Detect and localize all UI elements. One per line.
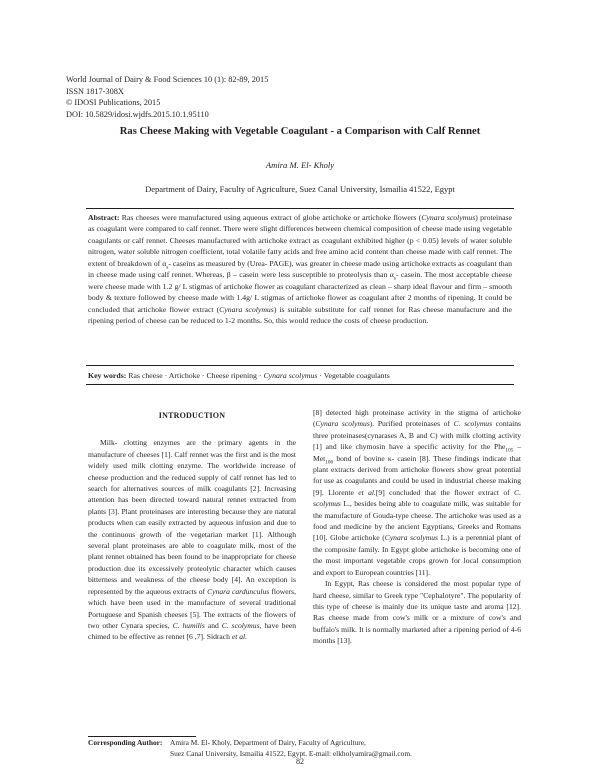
paragraph-text: – Met <box>313 442 521 463</box>
et-al: et al. <box>358 487 376 497</box>
keyword: Cynara scolymus <box>263 371 318 380</box>
corresponding-author-line: Suez Canal University, Ismailia 41522, Egypt. E-mail: elkholyamira@gmail.com. <box>170 748 412 758</box>
abstract-text: - caseins as measured by (Urea- PAGE), was greater in cheese made using artichoke extracts as coagulant than in cheese made using calf rennet. Whereas, β – casein were less susceptible to proteolysis than α <box>88 258 512 280</box>
doi: DOI: 10.5829/idosi.wjdfs.2015.10.1.95110 <box>66 109 209 119</box>
paragraph-text: and <box>204 620 222 630</box>
paragraph-text: L., besides being able to coagulate milk, was suitable for the manufacture of Gouda-type cheese. The artichoke was used as a food and medicine by the ancient Egyptians, Greeks and Romans [10]. Globe artichoke ( <box>313 499 521 543</box>
subscript: 105 <box>505 447 514 454</box>
species-name: Cynara scolymus <box>219 304 274 314</box>
paragraph-text: contains three proteinases(cynarases A, B and C) with milk clotting activity [1] and like chymosin have a specific activity for the Phe <box>313 419 521 452</box>
corresponding-author-label: Corresponding Author: <box>88 738 163 747</box>
abstract-text: ) is suitable substitute for calf rennet for Ras cheese manufacture and the ripening period of cheese can be reduced to 1-2 months. So, this would reduce the costs of cheese production. <box>88 304 512 326</box>
subscript: s <box>166 264 169 271</box>
corresponding-author-line: Amira M. El- Kholy, Department of Dairy, Faculty of Agriculture, <box>170 738 366 747</box>
section-heading-introduction: INTRODUCTION <box>158 411 226 420</box>
abstract-top-rule <box>86 208 514 209</box>
keyword: Artichoke <box>168 371 200 380</box>
paper-title: Ras Cheese Making with Vegetable Coagulant - a Comparison with Calf Rennet <box>119 126 481 137</box>
paragraph-text: Milk- clotting enzymes are the primary agents in the manufacture of cheeses [1]. Calf rennet was the first and is the most widely used milk clotting enzyme. The worldwide increase of cheese production and the reduced supply of calf rennet has led to search for alternatives sources of milk coagulants [2]. Increasing attention has been directed toward natural rennet extracted from plants [3]. Plant proteinases are interesting because they are natural products when can easily extracted by aqueous infusion and due to the continuous growth of the vegetarian market [1]. Although several plant proteinases are able to coagulate milk, most of the plant rennet obtained has been found to be inappropriate for cheese production due its excessively proteolytic character which causes bitterness and weakness of the cheese body [4]. An exception is represented by the aqueous extracts of <box>88 438 296 596</box>
keyword: Cheese ripening <box>206 371 257 380</box>
paragraph-text: ). Purified proteinases of <box>369 419 454 429</box>
keywords-bottom-rule <box>86 384 514 385</box>
keywords-label: Key words: <box>88 371 127 380</box>
keywords-top-rule <box>86 365 514 366</box>
species-name: Cynara scolymus <box>315 419 370 429</box>
paragraph-text: flowers, which have been used in the manufacture of several traditional Portuguese and Spanish cheeses [5]. The extracts of the flowers of two other Cynara species, <box>88 586 296 630</box>
keyword-separator: · <box>199 371 207 380</box>
subscript: s <box>393 275 396 282</box>
abstract <box>88 212 512 327</box>
species-name: C. scolymus <box>453 419 493 429</box>
species-name: Cynara scolymus <box>384 533 438 543</box>
right-column <box>313 407 521 647</box>
journal-citation: World Journal of Dairy & Food Sciences 10 (1): 82-89, 2015 <box>66 75 269 84</box>
abstract-text: - casein. The most acceptable cheese were cheese made with 1.2 g/ L stigmas of artichoke flower as coagulant characterized as clean – sharp ideal flavour and firm – smooth body & texture followed by cheese made with 1.4g/ L stigmas of artichoke flower as coagulant after 2 months of ripening. It could be concluded that artichoke flower extract ( <box>88 270 512 314</box>
keyword-separator: · <box>317 371 324 380</box>
intro-paragraph-continued <box>313 407 521 578</box>
keyword: Vegetable coagulants <box>323 371 390 380</box>
paragraph-text: , have been chimed to be effective as rennet [6 ,7]. Sidrach <box>88 620 297 642</box>
author-affiliation: Department of Dairy, Faculty of Agriculture, Suez Canal University, Ismailia 41522, Egypt <box>145 184 455 194</box>
species-name: C. scolymus <box>313 487 521 509</box>
species-name: C. humilis <box>172 620 205 630</box>
keyword-separator: · <box>162 371 169 380</box>
footnote-rule <box>88 736 196 737</box>
intro-paragraph <box>88 437 296 642</box>
left-column <box>88 410 296 643</box>
species-name: Cynara scolymus <box>421 213 476 222</box>
keyword-separator: · <box>256 371 264 380</box>
corresponding-author <box>88 738 518 759</box>
issn: ISSN 1817-308X <box>66 86 124 96</box>
abstract-text: Ras cheeses were manufactured using aqueous extract of globe artichoke or artichoke flowers ( <box>119 213 422 222</box>
keywords <box>88 370 512 381</box>
journal-masthead <box>66 74 536 120</box>
paragraph-text: L.) is a perennial plant of the composite family. In Egypt globe artichoke is becoming one of the most important vegetable crops grown for local consumption and export to European countries [11]. <box>313 533 521 577</box>
paragraph-text: bond of bovine κ- casein [8]. These findings indicate that plant extracts derived from artichoke flowers show great potential for use as coagulants and could be used in industrial cheese making [9]. Llorente <box>313 453 521 497</box>
abstract-text: ) proteinase as coagulant were compared to calf rennet. There were slight differences between chemical composition of cheese made using vegetable coagulants or calf rennet. Cheeses manufactured with artichoke extract as coagulant exhibited higher (p < 0.05) levels of water soluble nitrogen, water soluble nitrogen coefficient, total volatile fatty acids and free amino acid content than cheese made with calf rennet. The extent of breakdown of α <box>88 213 512 268</box>
keyword: Ras cheese <box>128 371 163 380</box>
publisher: © IDOSI Publications, 2015 <box>66 98 161 107</box>
intro-paragraph: In Egypt, Ras cheese is considered the most popular type of hard cheese, similar to Greek type "Cephalotyre". The popularity of this type of cheese is mainly due its unique taste and aroma [12]. Ras cheese made from cow's milk or a mixture of cow's and buffalo's milk. It is normally marketed after a ripening period of 4-6 months [13]. <box>313 579 521 646</box>
abstract-label: Abstract: <box>88 213 120 222</box>
subscript: 106 <box>325 459 334 466</box>
species-name: Cynara cardunculus <box>207 586 270 596</box>
species-name: C. scolymus <box>221 620 260 630</box>
et-al: et al. <box>231 632 248 642</box>
page-number: 82 <box>296 757 304 766</box>
paragraph-text: [8] detected high proteinase activity in the stigma of artichoke ( <box>313 408 521 429</box>
paragraph-text: [9] concluded that the flower extract of <box>375 487 515 497</box>
author-name: Amira M. El- Kholy <box>265 160 335 170</box>
